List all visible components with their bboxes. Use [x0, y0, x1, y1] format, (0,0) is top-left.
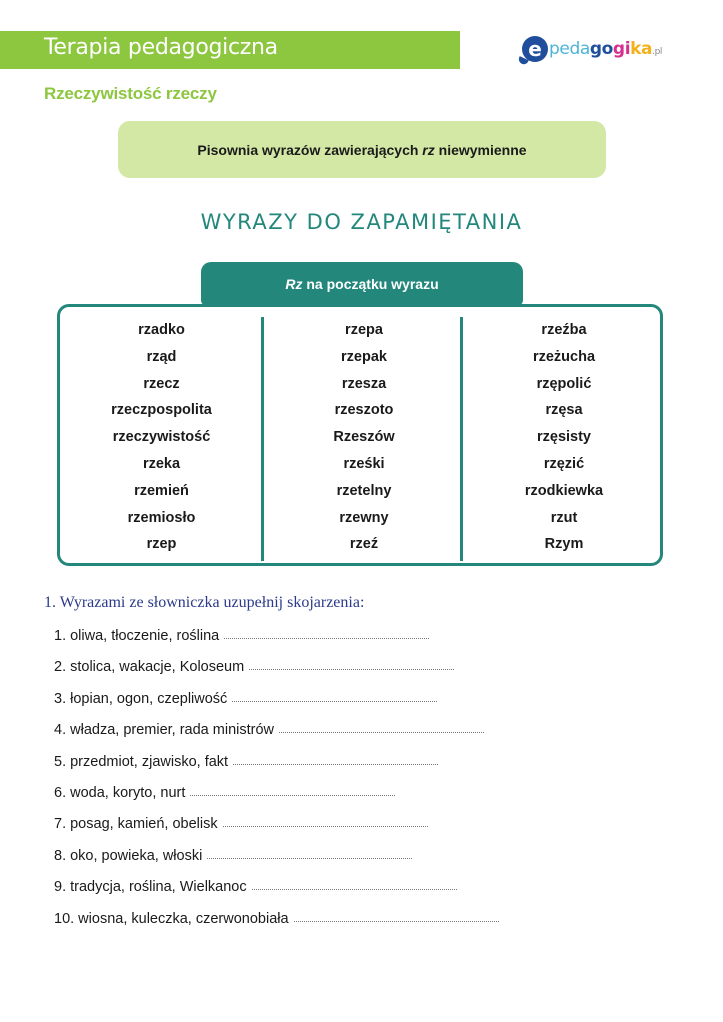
- page-subtitle: Rzeczywistość rzeczy: [44, 84, 217, 103]
- word-item: rzep: [146, 536, 177, 553]
- logo-e-icon: e: [522, 36, 548, 62]
- exercise-item: 8. oko, powieka, włoski: [54, 848, 499, 879]
- word-item: rzewny: [339, 509, 389, 526]
- exercise-item: 7. posag, kamień, obelisk: [54, 816, 499, 847]
- word-item: rzęsa: [545, 402, 583, 419]
- topic-box: [118, 121, 606, 178]
- word-item: rzadko: [138, 322, 185, 338]
- exercise-item: 6. woda, koryto, nurt: [54, 785, 499, 816]
- word-item: rzeczywistość: [112, 429, 211, 446]
- word-item: rzeź: [349, 536, 379, 553]
- answer-blank[interactable]: [232, 700, 437, 702]
- word-item: rzetelny: [336, 482, 392, 499]
- word-item: rząd: [146, 348, 177, 365]
- word-item: rzepa: [345, 322, 383, 338]
- exercise-items: [54, 628, 499, 942]
- header-title: Terapia pedagogiczna: [44, 35, 278, 60]
- exercise-item: 3. łopian, ogon, czepliwość: [54, 691, 499, 722]
- word-item: rzeka: [142, 455, 181, 472]
- word-item: Rzym: [544, 536, 584, 553]
- exercise-item: 1. oliwa, tłoczenie, roślina: [54, 628, 499, 659]
- word-item: rzesza: [341, 375, 387, 392]
- word-item: rzeszoto: [334, 402, 394, 419]
- topic-text-after: niewymienne: [434, 141, 527, 158]
- answer-blank[interactable]: [279, 731, 484, 733]
- word-table: [57, 304, 663, 566]
- exercise-title: 1. Wyrazami ze słowniczka uzupełnij skojarzenia:: [44, 594, 365, 611]
- word-item: rzęzić: [543, 455, 585, 472]
- epedagogika-logo: [522, 32, 662, 66]
- answer-blank[interactable]: [207, 857, 412, 859]
- word-item: Rzeszów: [333, 429, 395, 446]
- word-item: rzęsisty: [536, 429, 591, 446]
- word-item: rzepak: [341, 348, 387, 365]
- word-item: rzodkiewka: [524, 482, 604, 499]
- topic-text-before: Pisownia wyrazów zawierających: [197, 141, 423, 158]
- answer-blank[interactable]: [252, 888, 457, 890]
- answer-blank[interactable]: [190, 794, 395, 796]
- answer-blank[interactable]: [223, 825, 428, 827]
- word-item: rześki: [343, 455, 385, 472]
- word-column-1: [60, 317, 263, 558]
- exercise-item: 9. tradycja, roślina, Wielkanoc: [54, 879, 499, 910]
- label-italic: Rz: [285, 276, 303, 292]
- section-heading: WYRAZY DO ZAPAMIĘTANIA: [200, 210, 523, 234]
- word-item: rzemień: [134, 482, 189, 499]
- exercise-item: 10. wiosna, kuleczka, czerwonobiała: [54, 911, 499, 942]
- word-item: rzeźba: [541, 322, 587, 338]
- answer-blank[interactable]: [249, 668, 454, 670]
- logo-text: pedagogika.pl: [549, 39, 662, 59]
- word-column-3: [465, 317, 663, 558]
- label-rest: na początku wyrazu: [302, 276, 439, 292]
- answer-blank[interactable]: [224, 637, 429, 639]
- word-item: rzut: [550, 509, 578, 526]
- answer-blank[interactable]: [233, 763, 438, 765]
- exercise-item: 5. przedmiot, zjawisko, fakt: [54, 754, 499, 785]
- exercise-item: 4. władza, premier, rada ministrów: [54, 722, 499, 753]
- word-item: rzecz: [143, 375, 180, 392]
- word-item: rzeżucha: [532, 348, 596, 365]
- word-column-2: [266, 317, 462, 558]
- word-table-label: [201, 262, 523, 306]
- word-item: rzeczpospolita: [111, 402, 212, 419]
- topic-text-italic: rz: [422, 141, 435, 158]
- word-item: rzępolić: [536, 375, 592, 392]
- word-item: rzemiosło: [127, 509, 196, 526]
- exercise-item: 2. stolica, wakacje, Koloseum: [54, 659, 499, 690]
- answer-blank[interactable]: [294, 920, 499, 922]
